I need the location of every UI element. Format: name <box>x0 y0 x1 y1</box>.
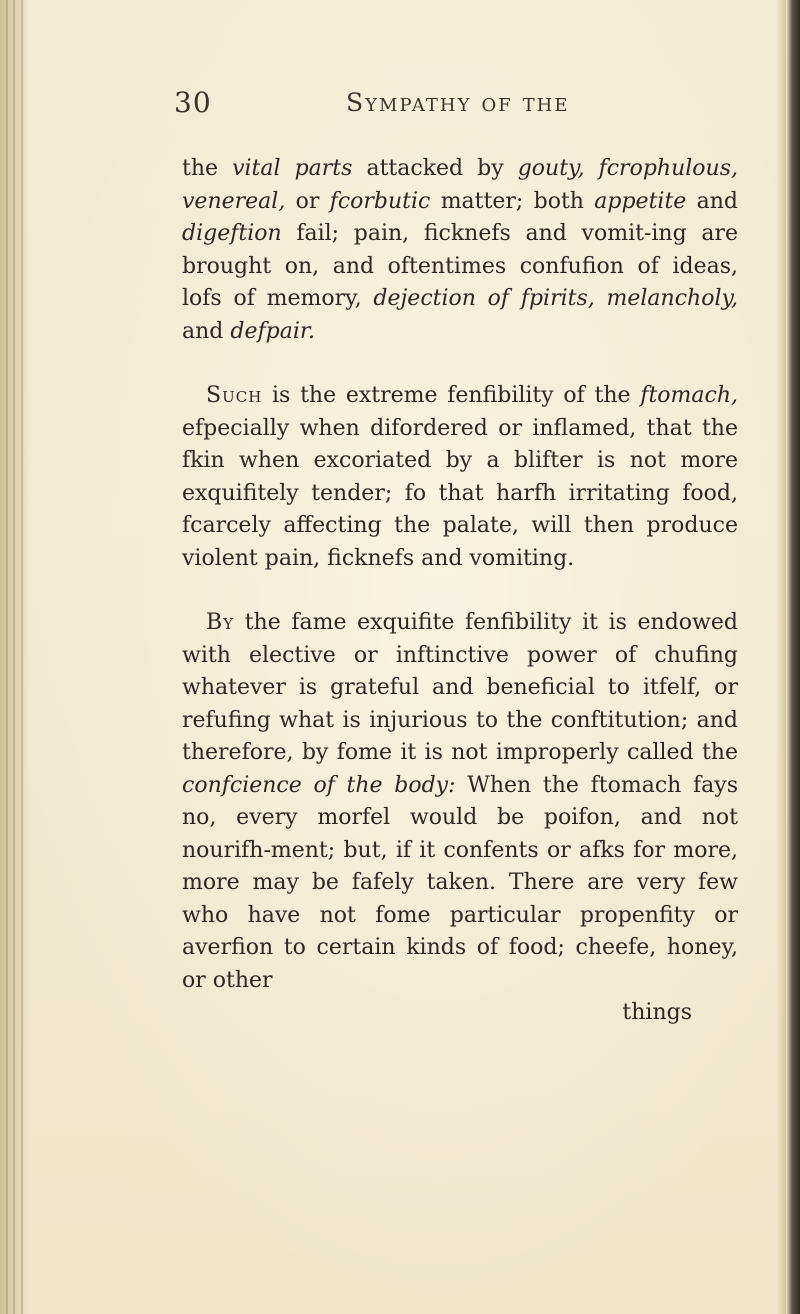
text-run: the fame exquifite fenfibility it is endowed with elective or inftinctive power of chufing whatever is grateful and beneficial to itfelf, or refufing what is injurious to the conftitution; and therefore, by fome it is not improperly called the <box>182 610 738 765</box>
page-edge <box>786 0 800 1314</box>
text-run: matter; both <box>430 188 595 214</box>
italic-phrase: gouty, fcrophulous, venereal, <box>182 156 738 214</box>
page-edge-shade <box>776 0 786 1314</box>
italic-phrase: dejection of fpirits, melancholy, <box>373 286 738 311</box>
lead-word: Such <box>206 383 263 408</box>
text-run: and <box>686 188 738 214</box>
italic-phrase: confcience of the body: <box>182 772 456 798</box>
text-run: When the ftomach fays no, every morfel would be poifon, and not nourifh-ment; but, if it confents or afks for more, more may be fafely taken. There are very few who have not fome particular propenfity or averfion to certain kinds of food; cheefe, honey, or other <box>182 772 738 993</box>
text-run: and <box>182 318 231 344</box>
text-run: fail; pain, ficknefs and vomit-ing are brought on, and oftentimes confufion of ideas, lofs of memory, <box>182 221 738 311</box>
running-head <box>160 80 720 130</box>
page-number: 30 <box>174 86 212 119</box>
italic-phrase: digeftion <box>182 221 282 246</box>
text-run: is the extreme fenfibility of the <box>262 383 641 408</box>
gutter-rule <box>13 0 15 1314</box>
text-run: or <box>285 188 330 214</box>
text-run: efpecially when difordered or inflamed, that the fkin when excoriated by a blifter is not more exquifitely tender; fo that harfh irritating food, fcarcely affecting the palate, will then produce violent pain, ficknefs and vomiting. <box>182 415 738 571</box>
paragraph-3 <box>182 607 738 997</box>
paragraph-1 <box>182 153 738 348</box>
catchword: things <box>622 1000 692 1025</box>
lead-word: By <box>206 610 235 635</box>
italic-phrase: fcorbutic <box>329 188 431 214</box>
paragraph-2 <box>182 380 738 575</box>
gutter-rule <box>21 0 23 1314</box>
binding-gutter <box>0 0 30 1314</box>
running-title: Sympathy of the <box>346 88 570 117</box>
text-run: attacked by <box>352 156 518 181</box>
italic-phrase: vital parts <box>232 156 353 181</box>
gutter-rule <box>6 0 8 1314</box>
text-run: the <box>182 156 233 181</box>
italic-phrase: defpair. <box>230 318 315 344</box>
body-text <box>182 153 738 1030</box>
italic-phrase: appetite <box>594 188 687 214</box>
italic-phrase: ftomach, <box>640 383 738 408</box>
